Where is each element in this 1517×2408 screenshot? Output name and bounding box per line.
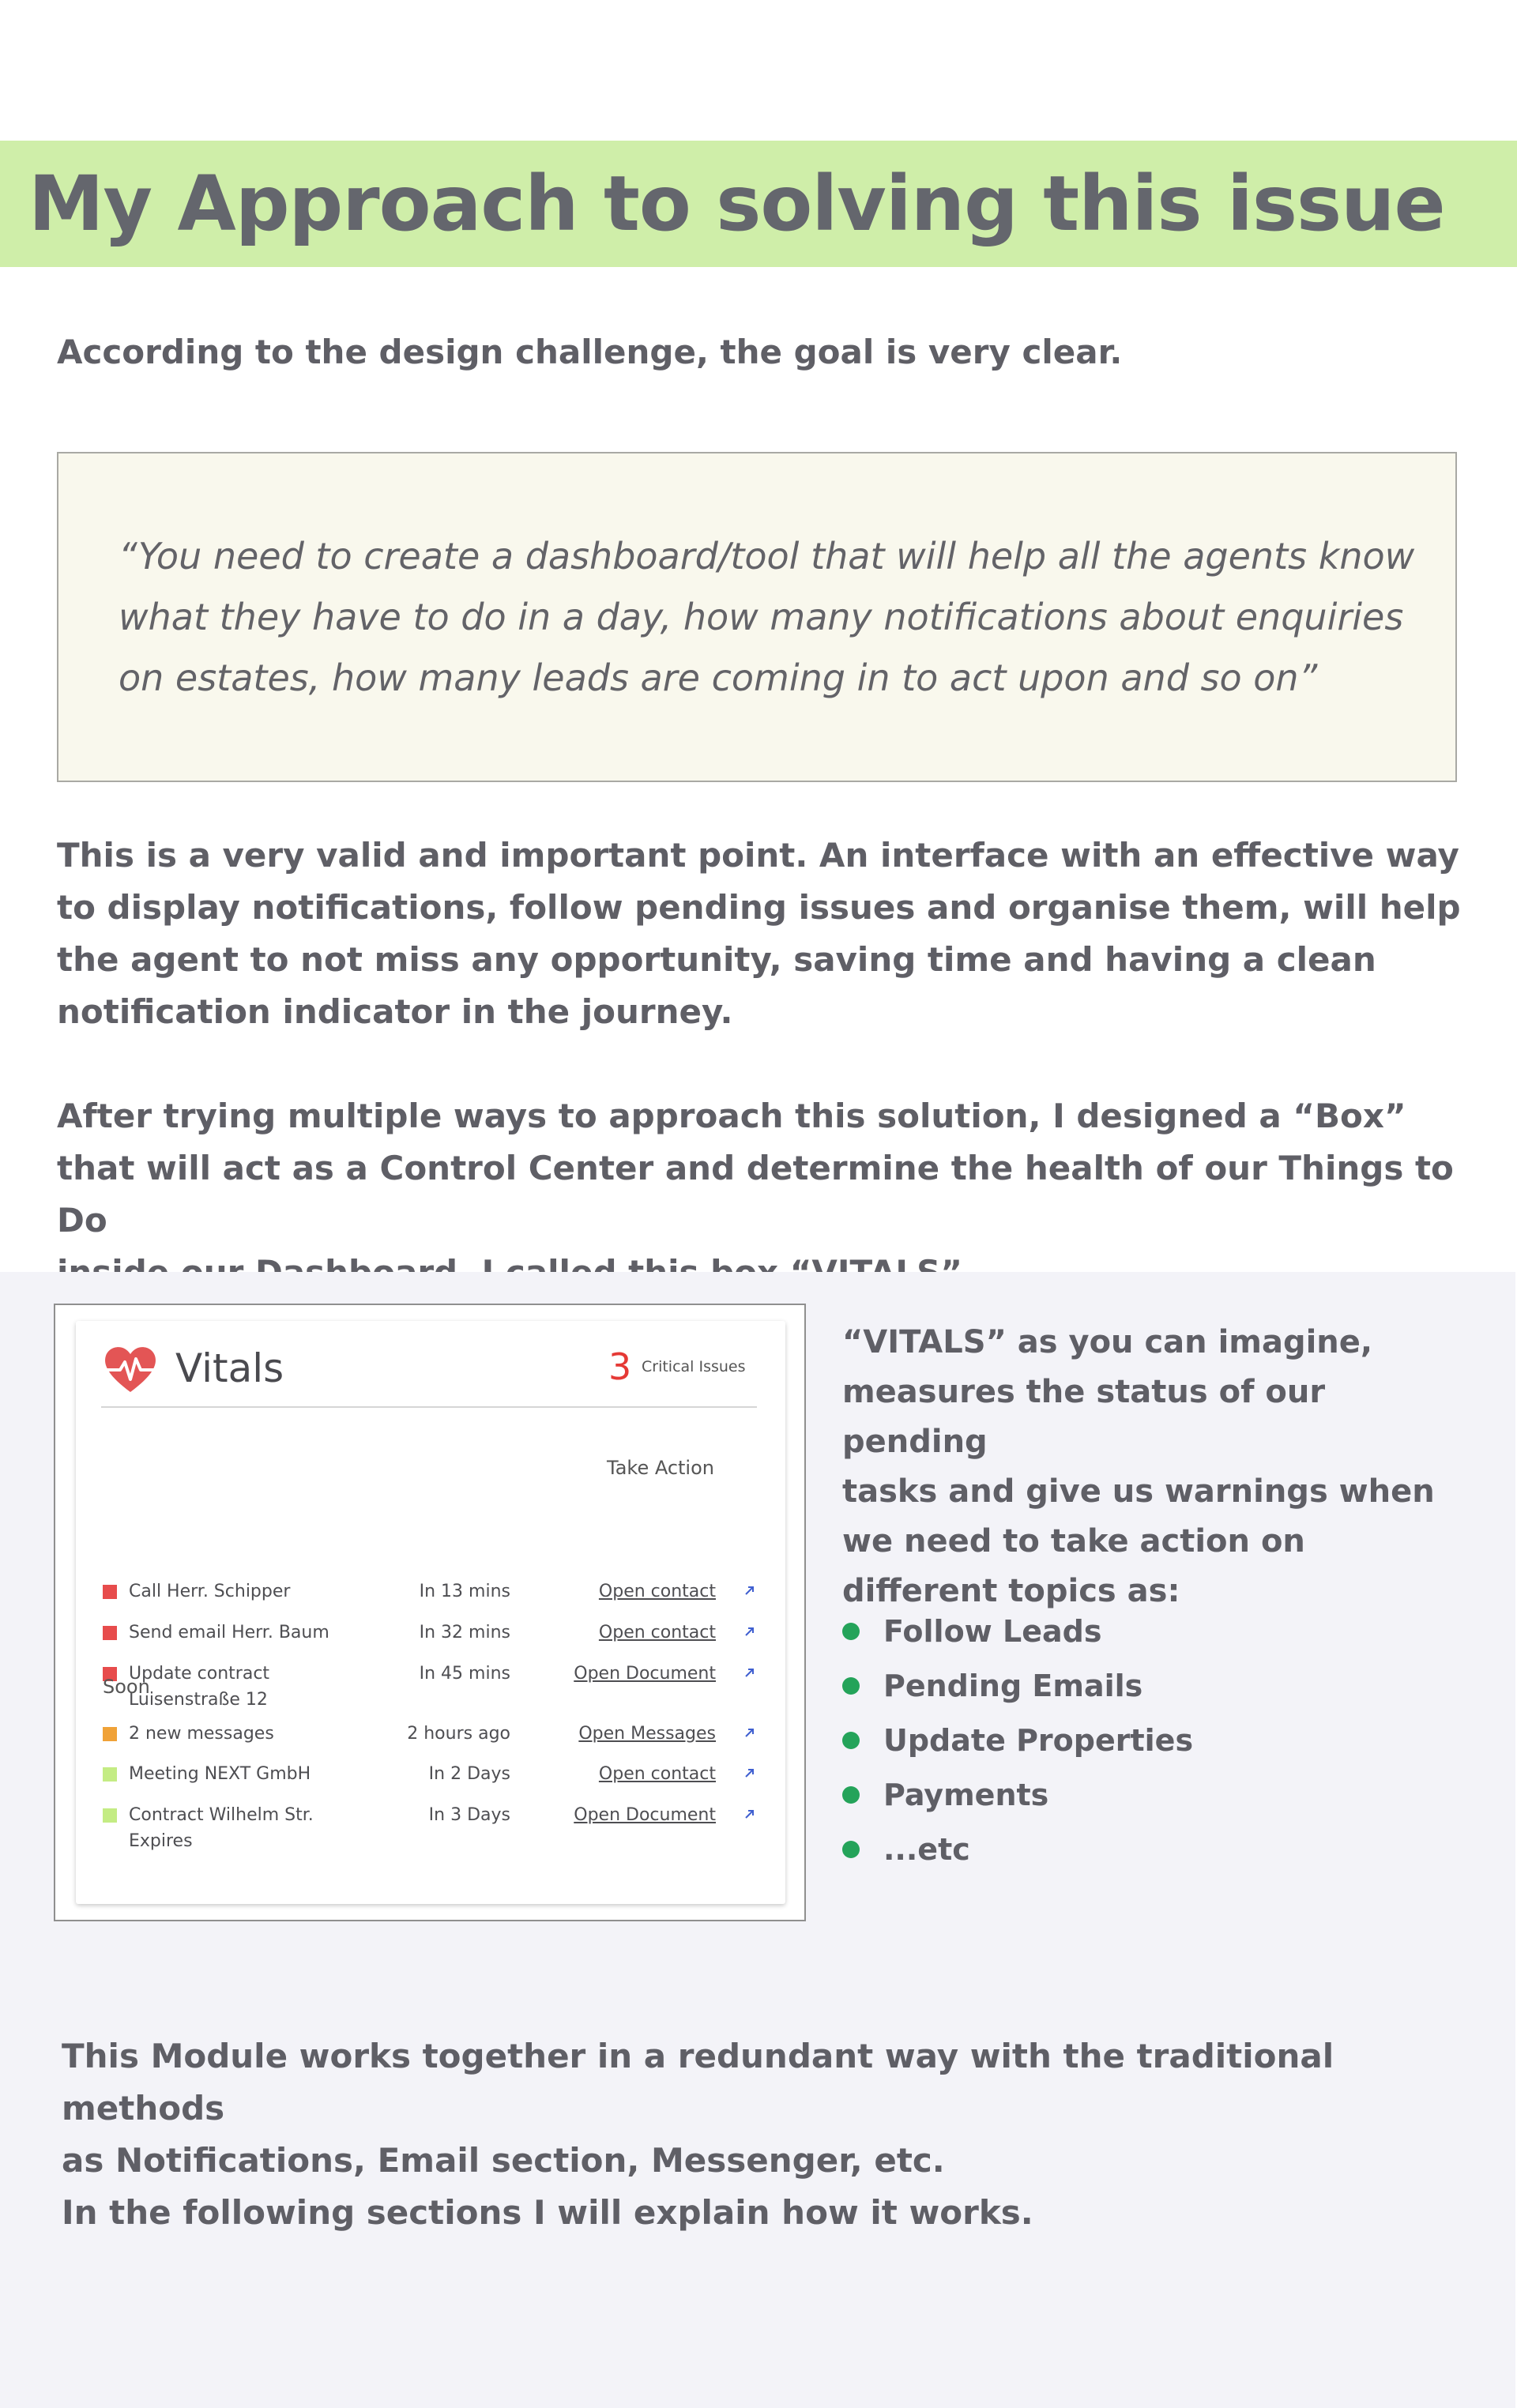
description-line: measures the status of our pending (842, 1374, 1326, 1460)
critical-count: 3 (608, 1345, 632, 1388)
closing-line: This Module works together in a redundant way with the traditional methods (62, 2037, 1334, 2128)
task-line: Send email Herr. Baum (129, 1623, 329, 1642)
priority-square (103, 1727, 117, 1741)
external-arrow-icon[interactable] (743, 1807, 757, 1821)
task-line: Update contract (129, 1664, 270, 1684)
task-line: Meeting NEXT GmbH (129, 1764, 311, 1784)
open-contact-link[interactable]: Open contact (598, 1764, 716, 1784)
closing-line: In the following sections I will explain how it works. (62, 2193, 1033, 2232)
bullet-dot-icon (842, 1623, 860, 1640)
task-line: Expires (129, 1831, 193, 1851)
external-arrow-icon[interactable] (743, 1665, 757, 1680)
open-document-link[interactable]: Open Document (574, 1805, 716, 1825)
open-messages-link[interactable]: Open Messages (578, 1724, 716, 1744)
paragraph-line: to display notifications, follow pending issues and organise them, will help (57, 888, 1461, 927)
priority-square (103, 1808, 117, 1823)
task-time: In 32 mins (419, 1623, 510, 1642)
task-line: Contract Wilhelm Str. (129, 1805, 314, 1825)
open-document-link[interactable]: Open Document (574, 1664, 716, 1684)
topic-list-item (842, 1612, 1474, 1659)
paragraph-line: After trying multiple ways to approach this solution, I designed a “Box” (57, 1097, 1406, 1135)
external-arrow-icon[interactable] (743, 1766, 757, 1780)
paragraph-line: notification indicator in the journey. (57, 992, 733, 1031)
task-time: In 3 Days (428, 1805, 510, 1825)
soon-heading: Soon (103, 1676, 150, 1698)
priority-square (103, 1767, 117, 1782)
task-time: In 2 Days (428, 1764, 510, 1784)
topic-label: Follow Leads (883, 1614, 1102, 1649)
topic-label: Update Properties (883, 1723, 1194, 1758)
paragraph-approach (57, 1090, 1479, 1299)
bullet-dot-icon (842, 1677, 860, 1695)
bullet-dot-icon (842, 1732, 860, 1749)
topic-label: ...etc (883, 1832, 970, 1867)
paragraph-validity (57, 830, 1479, 1038)
priority-square (103, 1626, 117, 1640)
external-arrow-icon[interactable] (743, 1624, 757, 1639)
external-arrow-icon[interactable] (743, 1725, 757, 1740)
open-contact-link[interactable]: Open contact (598, 1582, 716, 1601)
topic-label: Pending Emails (883, 1669, 1143, 1703)
widget-divider (101, 1406, 757, 1408)
vitals-title: Vitals (175, 1345, 284, 1391)
topic-list-item (842, 1721, 1474, 1768)
quote-line: on estates, how many leads are coming in to act upon and so on” (119, 657, 1318, 699)
bullet-dot-icon (842, 1841, 860, 1858)
task-line: Call Herr. Schipper (129, 1582, 291, 1601)
task-time: In 13 mins (419, 1582, 510, 1601)
topic-list-item (842, 1830, 1474, 1877)
paragraph-line: This is a very valid and important point. An interface with an effective way (57, 836, 1459, 875)
page-title: My Approach to solving this issue (28, 160, 1445, 248)
priority-square (103, 1585, 117, 1599)
open-contact-link[interactable]: Open contact (598, 1623, 716, 1642)
description-line: different topics as: (842, 1573, 1180, 1609)
take-action-heading: Take Action (607, 1457, 714, 1479)
quote-text (119, 526, 1430, 709)
closing-paragraph (62, 2030, 1484, 2239)
quote-line: “You need to create a dashboard/tool that will help all the agents know (119, 535, 1415, 578)
task-line: 2 new messages (129, 1724, 274, 1744)
task-line: Luisenstraße 12 (129, 1690, 268, 1710)
task-time: 2 hours ago (407, 1724, 510, 1744)
external-arrow-icon[interactable] (743, 1583, 757, 1597)
paragraph-line: that will act as a Control Center and determine the health of our Things to Do (57, 1149, 1454, 1240)
topic-list-item (842, 1666, 1474, 1714)
vitals-description (842, 1318, 1474, 1616)
critical-label: Critical Issues (642, 1358, 746, 1375)
topic-list-item (842, 1775, 1474, 1823)
task-time: In 45 mins (419, 1664, 510, 1684)
description-line: “VITALS” as you can imagine, (842, 1324, 1373, 1360)
heart-pulse-icon (103, 1343, 158, 1395)
quote-line: what they have to do in a day, how many notifications about enquiries (119, 596, 1404, 638)
topic-label: Payments (883, 1778, 1049, 1812)
description-line: tasks and give us warnings when (842, 1473, 1435, 1510)
description-line: we need to take action on (842, 1523, 1305, 1560)
intro-text: According to the design challenge, the goal is very clear. (57, 333, 1123, 371)
bullet-dot-icon (842, 1786, 860, 1804)
closing-line: as Notifications, Email section, Messenger, etc. (62, 2141, 945, 2180)
paragraph-line: the agent to not miss any opportunity, saving time and having a clean (57, 940, 1376, 979)
